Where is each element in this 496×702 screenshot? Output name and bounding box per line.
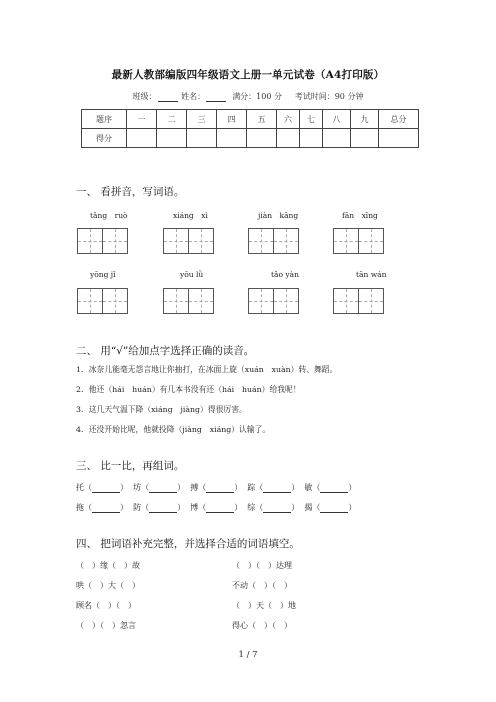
- header-cell: 题序: [82, 110, 127, 129]
- pinyin-label: fān xīng: [342, 211, 378, 220]
- section-3-heading: 三、 比一比，再组词。: [76, 460, 185, 472]
- pinyin-label: xiáng xì: [173, 211, 208, 220]
- character: 踪: [247, 483, 256, 492]
- writing-grid[interactable]: [77, 228, 127, 254]
- idiom-item: 不动（ ）（ ）: [232, 581, 292, 590]
- answer-blank[interactable]: [149, 504, 177, 513]
- answer-blank[interactable]: [263, 484, 291, 493]
- writing-grid[interactable]: [163, 288, 213, 314]
- character: 揭: [304, 503, 313, 512]
- score-cell[interactable]: [351, 129, 379, 148]
- idiom-item: （ ）缘（ ）故: [76, 561, 140, 570]
- tian-cell[interactable]: [163, 288, 189, 314]
- answer-blank[interactable]: [320, 504, 348, 513]
- tian-cell[interactable]: [248, 228, 274, 254]
- character: 敏: [304, 483, 313, 492]
- pinyin-label: yōu lǜ: [180, 270, 204, 279]
- pinyin-label: tān wán: [356, 270, 387, 279]
- tian-cell[interactable]: [273, 228, 299, 254]
- answer-blank[interactable]: [320, 484, 348, 493]
- header-cell: 四: [217, 110, 247, 129]
- score-cell[interactable]: [379, 129, 419, 148]
- name-blank[interactable]: [206, 93, 226, 102]
- character: 搏: [190, 483, 199, 492]
- tian-cell[interactable]: [358, 228, 384, 254]
- tian-cell[interactable]: [333, 288, 359, 314]
- answer-blank[interactable]: [149, 484, 177, 493]
- question-line: 3．这几天气温下降（xiáng jiàng）得很厉害。: [76, 405, 247, 414]
- answer-blank[interactable]: [263, 504, 291, 513]
- question-line: 2．他还（hái huán）有几本书没有还（hái huán）给我呢！: [76, 385, 301, 394]
- tian-cell[interactable]: [358, 288, 384, 314]
- tian-cell[interactable]: [163, 228, 189, 254]
- exam-info: [0, 91, 496, 102]
- score-cell[interactable]: [157, 129, 187, 148]
- score-cell[interactable]: [217, 129, 247, 148]
- pinyin-label: jiàn kāng: [258, 211, 299, 220]
- character: 坊: [133, 483, 142, 492]
- score-row: [82, 129, 419, 148]
- header-cell: 九: [351, 110, 379, 129]
- writing-grid[interactable]: [248, 228, 298, 254]
- header-cell: 三: [187, 110, 217, 129]
- header-cell: 七: [300, 110, 323, 129]
- class-blank[interactable]: [158, 93, 178, 102]
- exam-time: 考试时间：90 分钟: [294, 92, 364, 101]
- character: 拖: [76, 503, 84, 512]
- tian-cell[interactable]: [188, 228, 214, 254]
- score-cell[interactable]: [187, 129, 217, 148]
- answer-blank[interactable]: [92, 484, 120, 493]
- idiom-item: 得心（ ）（ ）: [232, 621, 292, 630]
- tian-cell[interactable]: [248, 288, 274, 314]
- score-table: [81, 109, 419, 148]
- writing-grid[interactable]: [163, 228, 213, 254]
- name-label: 姓名：: [181, 92, 206, 101]
- full-score: 满分：100 分: [232, 92, 282, 101]
- tian-cell[interactable]: [77, 228, 103, 254]
- section-4-heading: 四、 把词语补充完整，并选择合适的词语填空。: [76, 538, 300, 550]
- tian-cell[interactable]: [77, 288, 103, 314]
- writing-grid[interactable]: [333, 228, 383, 254]
- header-cell: 六: [277, 110, 300, 129]
- score-header-row: [82, 110, 419, 129]
- header-cell: 五: [247, 110, 277, 129]
- writing-grid[interactable]: [77, 288, 127, 314]
- section-1-heading: 一、 看拼音，写词语。: [76, 186, 185, 198]
- tian-cell[interactable]: [102, 228, 128, 254]
- character: 博: [190, 503, 199, 512]
- idiom-item: 哄（ ）大（ ）: [76, 581, 140, 590]
- score-cell[interactable]: [277, 129, 300, 148]
- idiom-item: （ ）（ ）达理: [232, 561, 292, 570]
- section-2-heading: 二、 用“√”给加点字选择正确的读音。: [76, 345, 255, 357]
- writing-grid[interactable]: [248, 288, 298, 314]
- page-number: 1 / 7: [238, 650, 258, 660]
- answer-blank[interactable]: [206, 504, 234, 513]
- header-cell: 八: [323, 110, 351, 129]
- header-cell: 一: [127, 110, 157, 129]
- class-label: 班级：: [132, 92, 157, 101]
- pinyin-label: tǎo yàn: [271, 270, 299, 279]
- pinyin-label: yōng jǐ: [90, 270, 116, 279]
- compare-row: 托（ ） 坊（ ） 搏（ ） 踪（ ） 敏（ ）: [76, 483, 357, 492]
- question-line: 4．还没开始比呢，他就投降（jiàng xiáng）认输了。: [76, 425, 271, 434]
- score-cell[interactable]: [247, 129, 277, 148]
- score-cell[interactable]: [127, 129, 157, 148]
- writing-grid[interactable]: [333, 288, 383, 314]
- idiom-item: 顾名（ ）（ ）: [76, 601, 136, 610]
- question-line: 1．冰奈儿能毫无怨言地让你抽打，在冰面上旋（xuán xuàn）转、舞蹈。: [76, 365, 338, 374]
- row-label: 得分: [82, 129, 127, 148]
- tian-cell[interactable]: [333, 228, 359, 254]
- header-cell: 总分: [379, 110, 419, 129]
- character: 托: [76, 483, 84, 492]
- page-title: 最新人教部编版四年级语文上册一单元试卷（A4打印版）: [111, 69, 385, 81]
- idiom-item: （ ）天（ ）地: [232, 601, 296, 610]
- answer-blank[interactable]: [206, 484, 234, 493]
- tian-cell[interactable]: [102, 288, 128, 314]
- score-cell[interactable]: [300, 129, 323, 148]
- tian-cell[interactable]: [188, 288, 214, 314]
- pinyin-label: tǎng ruò: [90, 211, 128, 220]
- answer-blank[interactable]: [92, 504, 120, 513]
- header-cell: 二: [157, 110, 187, 129]
- idiom-item: （ ）（ ）忽言: [76, 621, 136, 630]
- character: 综: [247, 503, 256, 512]
- score-cell[interactable]: [323, 129, 351, 148]
- tian-cell[interactable]: [273, 288, 299, 314]
- character: 防: [133, 503, 142, 512]
- compare-row: 拖（ ） 防（ ） 博（ ） 综（ ） 揭（ ）: [76, 503, 357, 512]
